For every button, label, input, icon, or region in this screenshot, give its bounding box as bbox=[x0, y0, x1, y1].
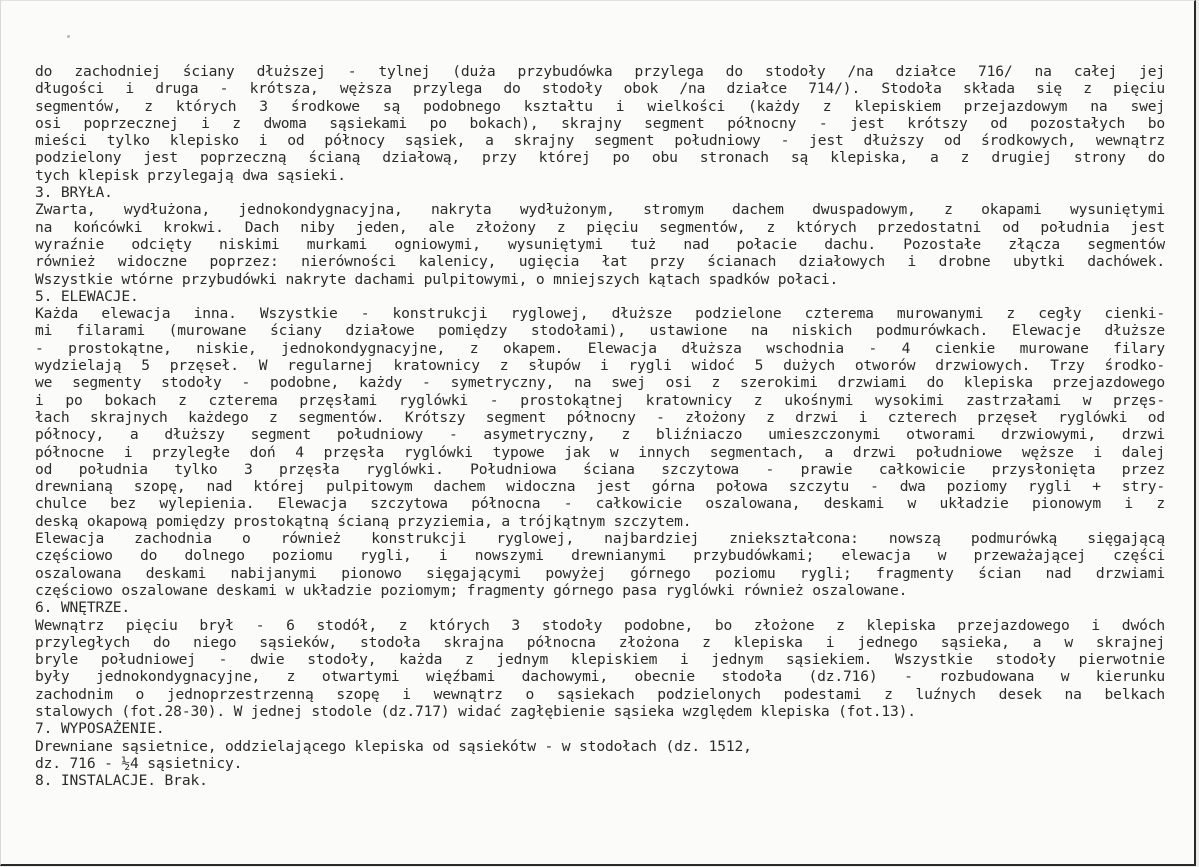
text-line: bryle południowej - dwie stodoły, każda z jednym klepiskiem i jednym sąsiekiem. Wszystkie stodoły pierwotnie bbox=[35, 651, 1165, 669]
text-line: podzielony jest poprzeczną ścianą działową, przy której po obu stronach są klepiska, a z drugiej strony do bbox=[35, 149, 1165, 167]
text-line: północy, a dłuższy segment południowy - asymetryczny, z bliźniaczo umieszczonymi otworami drzwiowymi, drzwi bbox=[35, 426, 1165, 444]
text-line: 5. ELEWACJE. bbox=[35, 287, 139, 305]
text-line: mieści tylko klepisko i od północy sąsiek, a skrajny segment południowy - jest dłuższy od środkowych, wewnątrz bbox=[35, 132, 1165, 150]
text-line: wyraźnie odcięty niskimi murkami ogniowymi, wysuniętymi tuż nad połacie dachu. Pozostałe złącza segmentów bbox=[35, 235, 1165, 253]
text-line: na końcówki krokwi. Dach niby jeden, ale złożony z pięciu segmentów, z których przedostatni od południa jest bbox=[35, 218, 1165, 236]
text-line: były jednokondygnacyjne, z otwartymi więźbami dachowymi, obecnie stodoła (dz.716) - rozbudowana w kierunku bbox=[35, 668, 1165, 686]
text-line: Drewniane sąsietnice, oddzielającego klepiska od sąsiekótw - w stodołach (dz. 1512, bbox=[35, 737, 752, 755]
text-line: osi poprzecznej i z dwoma sąsiekami po bokach), skrajny segment północny - jest krótszy od pozostałych bo bbox=[35, 114, 1165, 132]
typed-text-block bbox=[35, 63, 1165, 789]
text-line: częściowo do dolnego poziomu rygli, i nowszymi drewnianymi przybudówkami; elewacja w przeważającej części bbox=[35, 547, 1165, 565]
text-line: i po bokach z czterema przęsłami ryglówki - prostokątnej kratownicy z ukośnymi wysokimi zastrzałami w przęs- bbox=[35, 391, 1165, 409]
text-line: Wewnątrz pięciu brył - 6 stodół, z których 3 stodoły podobne, bo złożone z klepiska przejazdowego i dwóch bbox=[35, 616, 1165, 634]
text-line: częściowo oszalowane deskami w układzie poziomym; fragmenty górnego pasa ryglówki również oszalowane. bbox=[35, 581, 908, 599]
text-line: od południa tylko 3 przęsła ryglówki. Południowa ściana szczytowa - prawie całkowicie przysłonięta przez bbox=[35, 460, 1165, 478]
text-line: 6. WNĘTRZE. bbox=[35, 599, 130, 617]
text-line: Każda elewacja inna. Wszystkie - konstrukcji ryglowej, dłuższe podzielone czterema murowanymi z cegły cienki- bbox=[35, 305, 1165, 323]
text-line: przyległych do niego sąsieków, stodoła skrajna północna złożona z klepiska i jednego sąsieka, a w skrajnej bbox=[35, 633, 1165, 651]
text-line: - prostokątne, niskie, jednokondygnacyjne, z okapem. Elewacja dłuższa wschodnia - 4 cienkie murowane filary bbox=[35, 339, 1165, 357]
text-line: segmentów, z których 3 środkowe są podobnego kształtu i wielkości (każdy z klepiskiem przejazdowym na swej bbox=[35, 97, 1165, 115]
text-line: dz. 716 - ½4 sąsietnicy. bbox=[35, 754, 243, 772]
paper-speck bbox=[67, 35, 70, 38]
text-line: Wszystkie wtórne przybudówki nakryte dachami pulpitowymi, o mniejszych kątach spadków połaci. bbox=[35, 270, 839, 288]
text-line: deską okapową pomiędzy prostokątną ścianą przyziemia, a trójkątnym szczytem. bbox=[35, 512, 692, 530]
text-line: również widoczne poprzez: nierówności kalenicy, ugięcia łat przy ścianach działowych i drobne ubytki dachówek. bbox=[35, 253, 1165, 271]
text-line: chulce bez wylepienia. Elewacja szczytowa północna - całkowicie oszalowana, deskami w układzie pionowym i z bbox=[35, 495, 1165, 513]
text-line: długości i druga - krótsza, węższa przylega do stodoły obok /na działce 714/). Stodoła składa się z pięciu bbox=[35, 80, 1165, 98]
text-line: wydzielają 5 przęseł. W regularnej kratownicy z słupów i rygli widoć 5 dużych otworów drzwiowych. Trzy środko- bbox=[35, 357, 1165, 375]
text-line: stalowych (fot.28-30). W jednej stodole (dz.717) widać zagłębienie sąsieka względem klepiska (fot.13). bbox=[35, 702, 916, 720]
text-line: Elewacja zachodnia o również konstrukcji ryglowej, najbardziej zniekształcona: nowszą podmurówką sięgającą bbox=[35, 530, 1165, 548]
text-line: drewnianą szopę, nad której pulpitowym dachem widoczna jest górna połowa szczytu - dwa poziomy rygli + stry- bbox=[35, 478, 1165, 496]
text-line: Zwarta, wydłużona, jednokondygnacyjna, nakryta wydłużonym, stromym dachem dwuspadowym, z okapami wysuniętymi bbox=[35, 201, 1165, 219]
text-line: oszalowana deskami nabijanymi pionowo sięgającymi powyżej górnego poziomu rygli; fragmenty ścian nad drzwiami bbox=[35, 564, 1165, 582]
text-line: 3. BRYŁA. bbox=[35, 184, 113, 202]
text-line: 8. INSTALACJE. Brak. bbox=[35, 772, 208, 790]
text-line: tych klepisk przylegają dwa sąsieki. bbox=[35, 166, 346, 184]
text-line: mi filarami (murowane ściany działowe pomiędzy stodołami), ustawione na niskich podmurówkach. Elewacje dłuższe bbox=[35, 322, 1165, 340]
text-line: 7. WYPOSAŻENIE. bbox=[35, 720, 165, 738]
text-line: północne i przyległe doń 4 przęsła ryglówki typowe jak w innych segmentach, a drzwi południowe węższe i dalej bbox=[35, 443, 1165, 461]
text-line: zachodnim o jednoprzestrzenną szopę i wewnątrz o sąsiekach podzielonych podestami z luźnych desek na belkach bbox=[35, 685, 1165, 703]
text-line: we segmenty stodoły - podobne, każdy - symetryczny, na swej osi z szerokimi drzwiami do klepiska przejazdowego bbox=[35, 374, 1165, 392]
text-line: łach skrajnych każdego z segmentów. Krótszy segment północny - złożony z drzwi i czterech przęseł ryglówki od bbox=[35, 408, 1165, 426]
text-line: do zachodniej ściany dłuższej - tylnej (duża przybudówka przylega do stodoły /na działce 716/ na całej jej bbox=[35, 63, 1165, 80]
